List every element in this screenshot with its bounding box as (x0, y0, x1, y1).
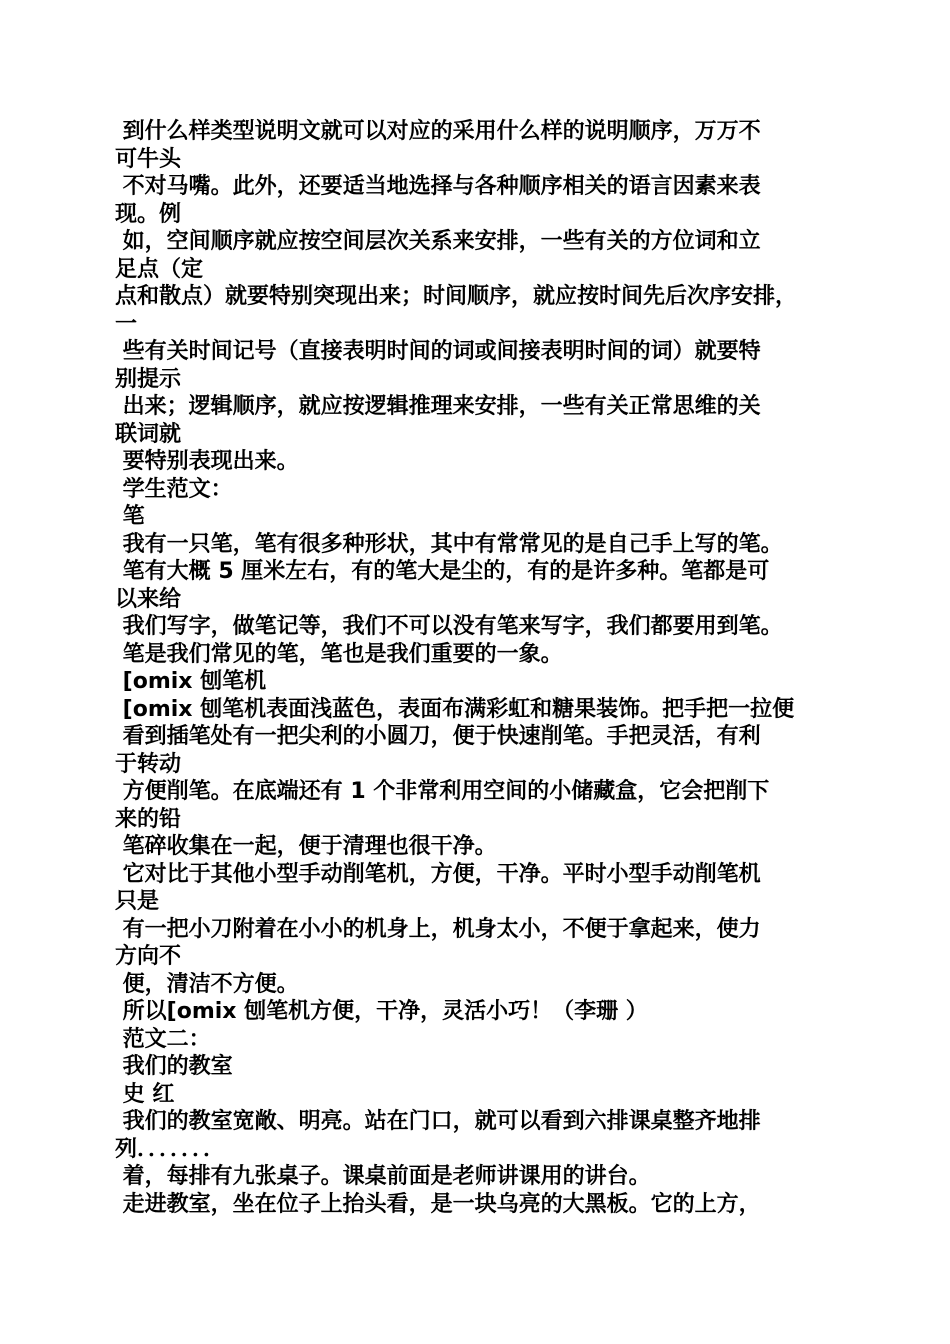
text-line: 我们写字，做笔记等，我们不可以没有笔来写字，我们都要用到笔。 (115, 614, 783, 639)
text-line: 不对马嘴。此外，还要适当地选择与各种顺序相关的语言因素来表 (115, 174, 761, 199)
text-line: 范文二： (115, 1026, 211, 1052)
text-line: 方便削笔。在底端还有 1 个非常利用空间的小储藏盒，它会把削下 (115, 779, 770, 804)
text-line: 只是 (115, 889, 160, 914)
document-page (115, 118, 855, 1218)
text-line: 所以[omix 刨笔机方便，干净，灵活小巧！（李珊 ） (115, 999, 648, 1024)
text-line: 我们的教室宽敞、明亮。站在门口，就可以看到六排课桌整齐地排 (115, 1109, 761, 1134)
text-line: 笔 (115, 504, 145, 529)
text-line: 点和散点）就要特别突现出来；时间顺序，就应按时间先后次序安排， (115, 284, 798, 309)
text-line: 我们的教室 (115, 1054, 233, 1079)
text-line: 如，空间顺序就应按空间层次关系来安排，一些有关的方位词和立 (115, 229, 761, 254)
text-line: 方向不 (115, 944, 182, 969)
text-line: 我有一只笔，笔有很多种形状，其中有常常见的是自己手上写的笔。 (115, 531, 783, 557)
text-line: 些有关时间记号（直接表明时间的词或间接表明时间的词）就要特 (115, 339, 761, 364)
text-line: 于转动 (115, 751, 182, 777)
text-line: 现。例 (115, 201, 182, 227)
text-line: 史 红 (115, 1081, 175, 1107)
text-line: 笔是我们常见的笔，笔也是我们重要的一象。 (115, 641, 563, 667)
text-line: 以来给 (115, 586, 182, 612)
text-line: 可牛头 (115, 146, 182, 172)
text-line: 列．．．．．．． (115, 1136, 226, 1162)
text-line: 足点（定 (115, 256, 204, 282)
text-line: [omix 刨笔机 (115, 669, 267, 694)
text-line: 到什么样类型说明文就可以对应的采用什么样的说明顺序，万万不 (115, 119, 761, 144)
text-line: 别提示 (115, 366, 182, 392)
text-line: 联词就 (115, 421, 182, 447)
text-line: 走进教室，坐在位子上抬头看，是一块乌亮的大黑板。它的上方， (115, 1191, 761, 1217)
text-line: 来的铅 (115, 806, 182, 832)
text-line: [omix 刨笔机表面浅蓝色，表面布满彩虹和糖果装饰。把手把一拉便 (115, 696, 795, 722)
text-line: 笔碎收集在一起，便于清理也很干净。 (115, 834, 497, 859)
text-line: 有一把小刀附着在小小的机身上，机身太小，不便于拿起来，使力 (115, 916, 761, 942)
text-line: 出来；逻辑顺序，就应按逻辑推理来安排，一些有关正常思维的关 (115, 394, 761, 419)
text-line: 学生范文： (115, 476, 233, 502)
text-line: 一 (115, 311, 138, 337)
text-line: 它对比于其他小型手动削笔机，方便，干净。平时小型手动削笔机 (115, 861, 761, 887)
text-line: 便，清洁不方便。 (115, 971, 299, 997)
text-line: 看到插笔处有一把尖利的小圆刀，便于快速削笔。手把灵活，有利 (115, 724, 761, 749)
text-line: 要特别表现出来。 (115, 449, 299, 474)
text-line: 着，每排有九张桌子。课桌前面是老师讲课用的讲台。 (115, 1164, 651, 1189)
text-line: 笔有大概 5 厘米左右，有的笔大是尘的，有的是许多种。笔都是可 (115, 559, 770, 584)
